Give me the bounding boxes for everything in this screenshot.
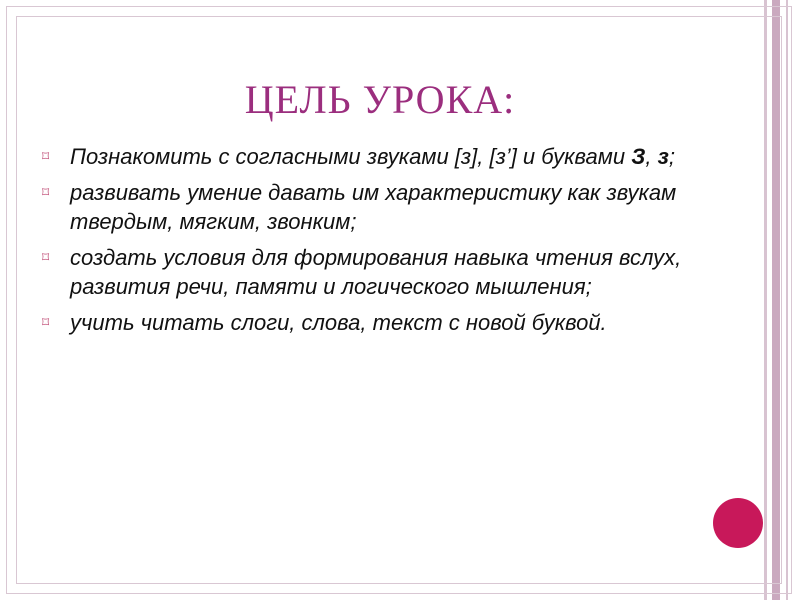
decorative-circle [713, 498, 763, 548]
bullet-list [38, 142, 688, 344]
list-item-text: учить читать слоги, слова, текст с новой буквой. [70, 310, 607, 335]
list-item-text: создать условия для формирования навыка чтения вслух, развития речи, памяти и логического мышления; [70, 245, 682, 299]
list-item-text: Познакомить с согласными звуками [з], [з’] и буквами З, з; [70, 144, 675, 169]
bullet-icon: ⌑ [42, 249, 50, 265]
list-item [38, 243, 688, 301]
list-item-text: развивать умение давать им характеристику как звукам твердым, мягким, звонким; [70, 180, 677, 234]
list-item [38, 142, 688, 171]
bullet-icon: ⌑ [42, 148, 50, 164]
bold-letter-upper: З [631, 144, 646, 169]
slide-title: ЦЕЛЬ УРОКА: [244, 77, 516, 122]
list-item [38, 308, 688, 337]
list-item [38, 178, 688, 236]
bullet-icon: ⌑ [42, 184, 50, 200]
bold-letter-lower: з [657, 144, 669, 169]
bullet-icon: ⌑ [42, 314, 50, 330]
